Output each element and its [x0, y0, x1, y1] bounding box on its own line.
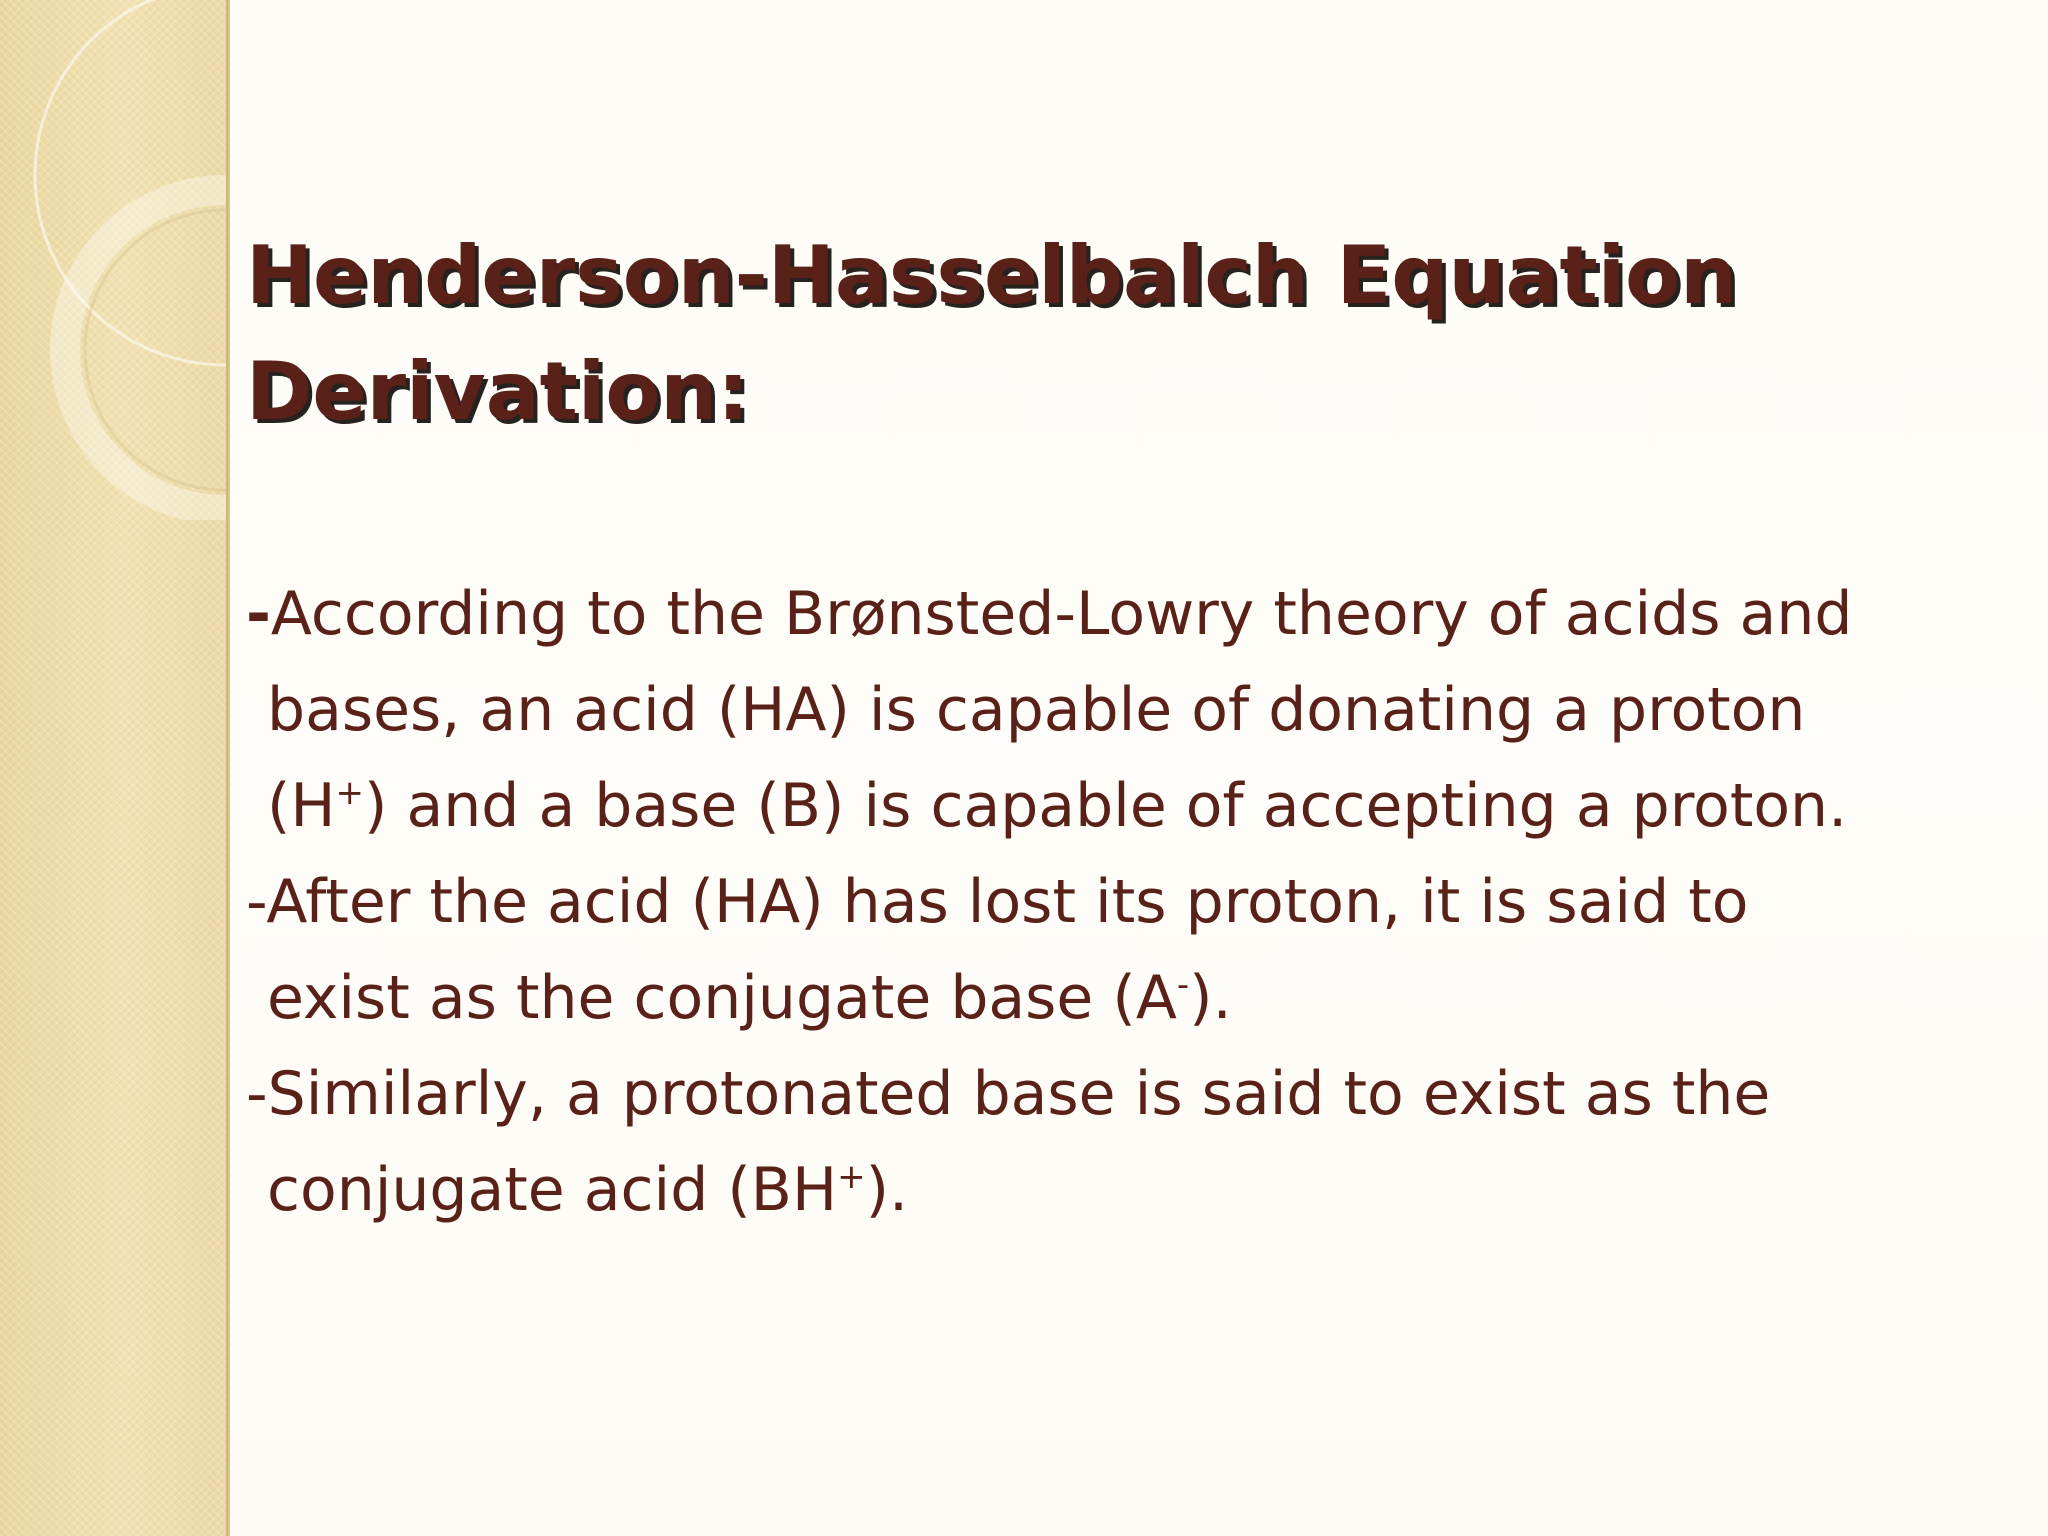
bullet-text: exist as the conjugate base (A — [267, 963, 1177, 1033]
superscript-charge: + — [335, 773, 365, 813]
slide-title — [246, 218, 2006, 450]
title-line-1: Henderson-Hasselbalch Equation — [246, 229, 1738, 322]
superscript-charge: + — [837, 1157, 866, 1197]
sidebar-border — [226, 0, 228, 1536]
bullet-text: (H — [267, 771, 336, 841]
title-line-2: Derivation: — [246, 345, 750, 438]
bullet-text: After the acid (HA) has lost its proton, it is said to — [266, 867, 1749, 937]
superscript-charge: - — [1176, 965, 1190, 1005]
bullet-dash: - — [246, 579, 271, 649]
slide-body — [246, 566, 2036, 1238]
bullet-dash: - — [246, 1059, 268, 1129]
decorative-sidebar — [0, 0, 230, 1536]
bullet-conjugate-base — [246, 854, 2036, 1046]
bullet-text: bases, an acid (HA) is capable of donating a proton — [267, 675, 1806, 745]
bullet-conjugate-acid — [246, 1046, 2036, 1238]
bullet-dash: - — [246, 867, 267, 937]
bullet-text: ). — [1189, 963, 1232, 1033]
bullet-bronsted-lowry — [246, 566, 2036, 854]
bullet-text: conjugate acid (BH — [267, 1155, 838, 1225]
bullet-text: According to the Brønsted-Lowry theory of acids and — [270, 579, 1853, 649]
bullet-text: Similarly, a protonated base is said to exist as the — [267, 1059, 1771, 1129]
decorative-rings — [0, 0, 230, 520]
bullet-text: ) and a base (B) is capable of accepting a proton. — [364, 771, 1848, 841]
bullet-text: ). — [865, 1155, 909, 1225]
